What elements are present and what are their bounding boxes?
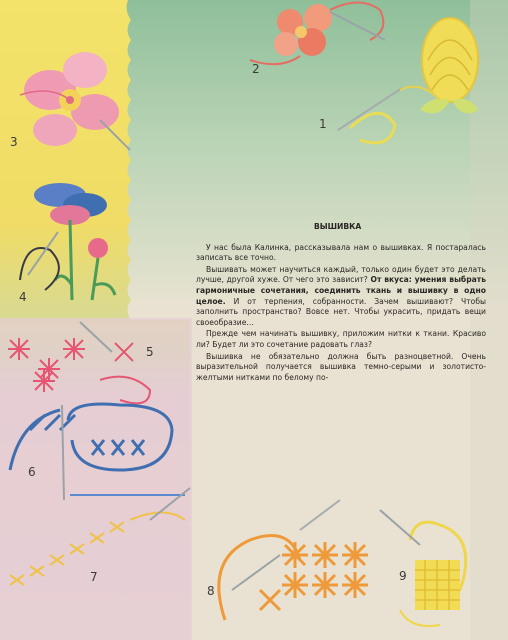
article [196,222,486,384]
paragraph-2 [196,265,486,329]
paragraph-2-bold: От вкуса: умения выбрать гармоничные сочетания, соединить ткань и вышивку в одно целое. [196,275,486,306]
figure-number-3: 3 [10,135,18,149]
figure-number-7: 7 [90,570,98,584]
pink-panel [0,318,192,640]
figure-number-2: 2 [252,62,260,76]
paragraph-3: Прежде чем начинать вышивку, приложим нитки к ткани. Красиво ли? Будет ли это сочетание радовать глаз? [196,329,486,349]
figure-number-8: 8 [207,584,215,598]
figure-number-5: 5 [146,345,154,359]
paragraph-1: У нас была Калинка, рассказывала нам о вышивках. Я постаралась записать все точно. [196,242,486,263]
figure-number-4: 4 [19,290,27,304]
article-title: ВЫШИВКА [314,222,362,231]
paragraph-2-start: Вышивать может научиться каждый, только один будет это делать лучше, другой хуже. От чего это зависит? [196,264,486,285]
paragraph-2-end: И от терпения, собранности. Зачем вышивают? Чтобы заполнить пространство? Вовсе нет. Чтобы украсить, придать вещи своеобразие... [196,296,486,327]
figure-number-9: 9 [399,569,407,583]
figure-number-1: 1 [319,117,327,131]
paragraph-4: Вышивка не обязательно должна быть разноцветной. Очень выразительной получается вышивка темно-серыми и золотисто-желтыми нитками по белому по- [196,351,486,382]
figure-number-6: 6 [28,465,36,479]
